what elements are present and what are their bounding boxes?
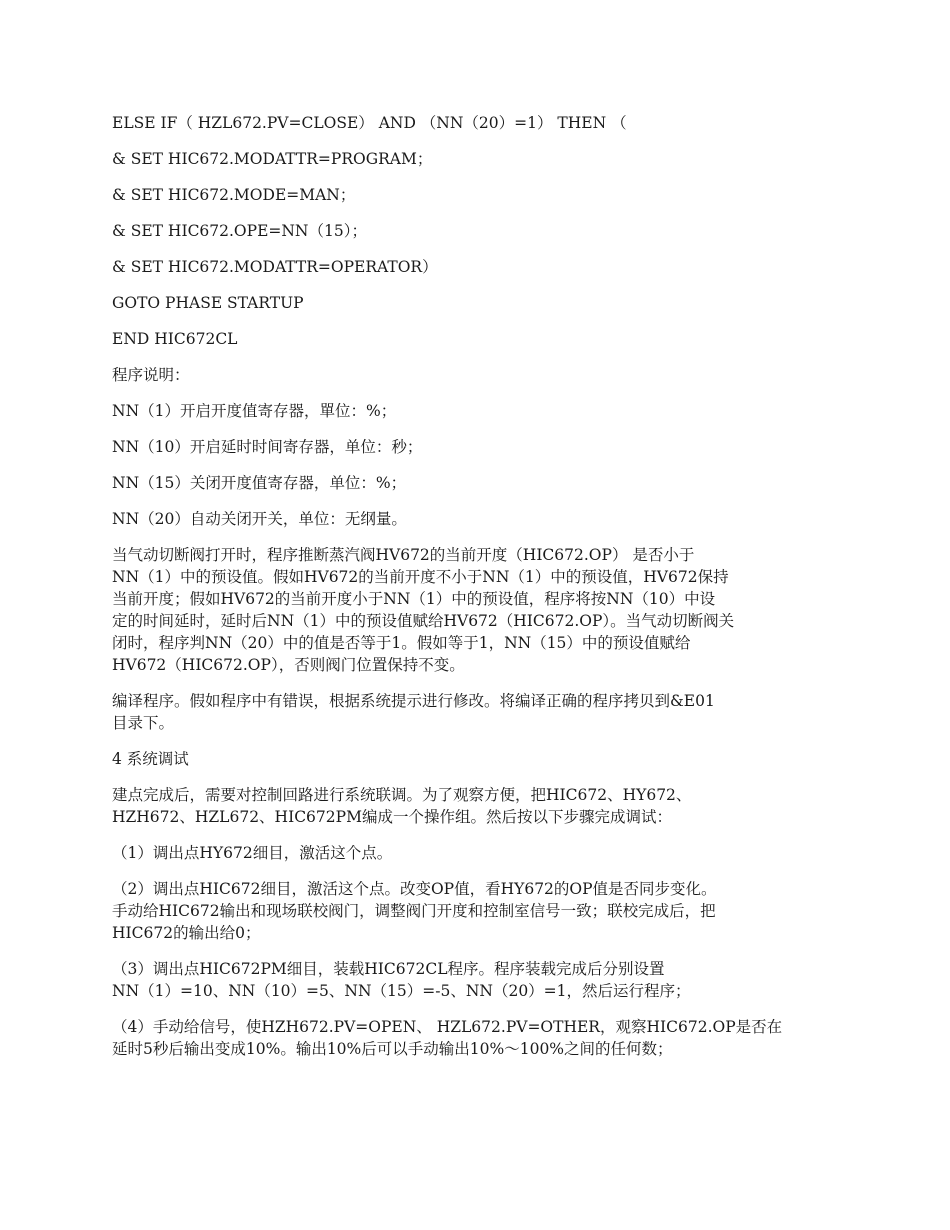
section-heading: 4 系统调试: [112, 750, 189, 768]
debug-step-4: [112, 1016, 838, 1060]
paragraph-line: 目录下。: [112, 714, 175, 732]
paragraph-line: 闭时，程序判NN（20）中的值是否等于1。假如等于1，NN（15）中的预设值赋给: [112, 634, 691, 652]
register-item: NN（15）关闭开度值寄存器，单位：%；: [112, 474, 407, 492]
paragraph-line: NN（1）=10、NN（10）=5、NN（15）=-5、NN（20）=1，然后运行程序；: [112, 982, 691, 1000]
logic-paragraph: [112, 544, 838, 676]
code-line: ELSE IF（ HZL672.PV=CLOSE） AND （NN（20）=1） THEN （: [112, 114, 627, 132]
paragraph-line: 当气动切断阀打开时，程序推断蒸汽阀HV672的当前开度（HIC672.OP） 是否小于: [112, 546, 695, 564]
explain-heading: 程序说明：: [112, 366, 190, 384]
paragraph-line: （3）调出点HIC672PM细目，装载HIC672CL程序。程序装载完成后分别设置: [112, 960, 665, 978]
paragraph-line: 延时5秒后输出变成10%。输出10%后可以手动输出10%～100%之间的任何数；: [112, 1040, 673, 1058]
paragraph-line: HIC672的输出给0；: [112, 924, 261, 942]
register-list: [112, 400, 838, 530]
program-code: [112, 112, 838, 350]
paragraph-line: NN（1）中的预设值。假如HV672的当前开度不小于NN（1）中的预设值，HV672保持: [112, 568, 729, 586]
code-line: & SET HIC672.MODE=MAN；: [112, 186, 356, 204]
register-item: NN（10）开启延时时间寄存器，单位：秒；: [112, 438, 423, 456]
code-line: & SET HIC672.MODATTR=PROGRAM；: [112, 150, 433, 168]
debug-step-1: [112, 842, 838, 864]
register-item: NN（1）开启开度值寄存器，單位：%；: [112, 402, 397, 420]
paragraph-line: HZH672、HZL672、HIC672PM编成一个操作组。然后按以下步骤完成调试：: [112, 808, 672, 826]
debug-step-3: [112, 958, 838, 1002]
paragraph-line: 编译程序。假如程序中有错误，根据系统提示进行修改。将编译正确的程序拷贝到&E01: [112, 692, 715, 710]
paragraph-line: （1）调出点HY672细目，激活这个点。: [112, 844, 393, 862]
compile-paragraph: [112, 690, 838, 734]
document-page: [112, 112, 838, 1074]
paragraph-line: 建点完成后，需要对控制回路进行系统联调。为了观察方便，把HIC672、HY672、: [112, 786, 692, 804]
paragraph-line: （4）手动给信号，使HZH672.PV=OPEN、 HZL672.PV=OTHER，观察HIC672.OP是否在: [112, 1018, 783, 1036]
paragraph-line: 定的时间延时，延时后NN（1）中的预设值赋给HV672（HIC672.OP）。当气动切断阀关: [112, 612, 735, 630]
paragraph-line: HV672（HIC672.OP），否则阀门位置保持不变。: [112, 656, 465, 674]
debug-step-2: [112, 878, 838, 944]
paragraph-line: （2）调出点HIC672细目，激活这个点。改变OP值，看HY672的OP值是否同步变化。: [112, 880, 717, 898]
register-item: NN（20）自动关闭开关，单位：无纲量。: [112, 510, 407, 528]
paragraph-line: 手动给HIC672输出和现场联校阀门，调整阀门开度和控制室信号一致；联校完成后，把: [112, 902, 716, 920]
code-line: & SET HIC672.OPE=NN（15）；: [112, 222, 367, 240]
debug-intro-paragraph: [112, 784, 838, 828]
paragraph-line: 当前开度；假如HV672的当前开度小于NN（1）中的预设值，程序将按NN（10）中设: [112, 590, 716, 608]
code-line: END HIC672CL: [112, 330, 238, 348]
code-line: GOTO PHASE STARTUP: [112, 294, 304, 312]
code-line: & SET HIC672.MODATTR=OPERATOR）: [112, 258, 438, 276]
